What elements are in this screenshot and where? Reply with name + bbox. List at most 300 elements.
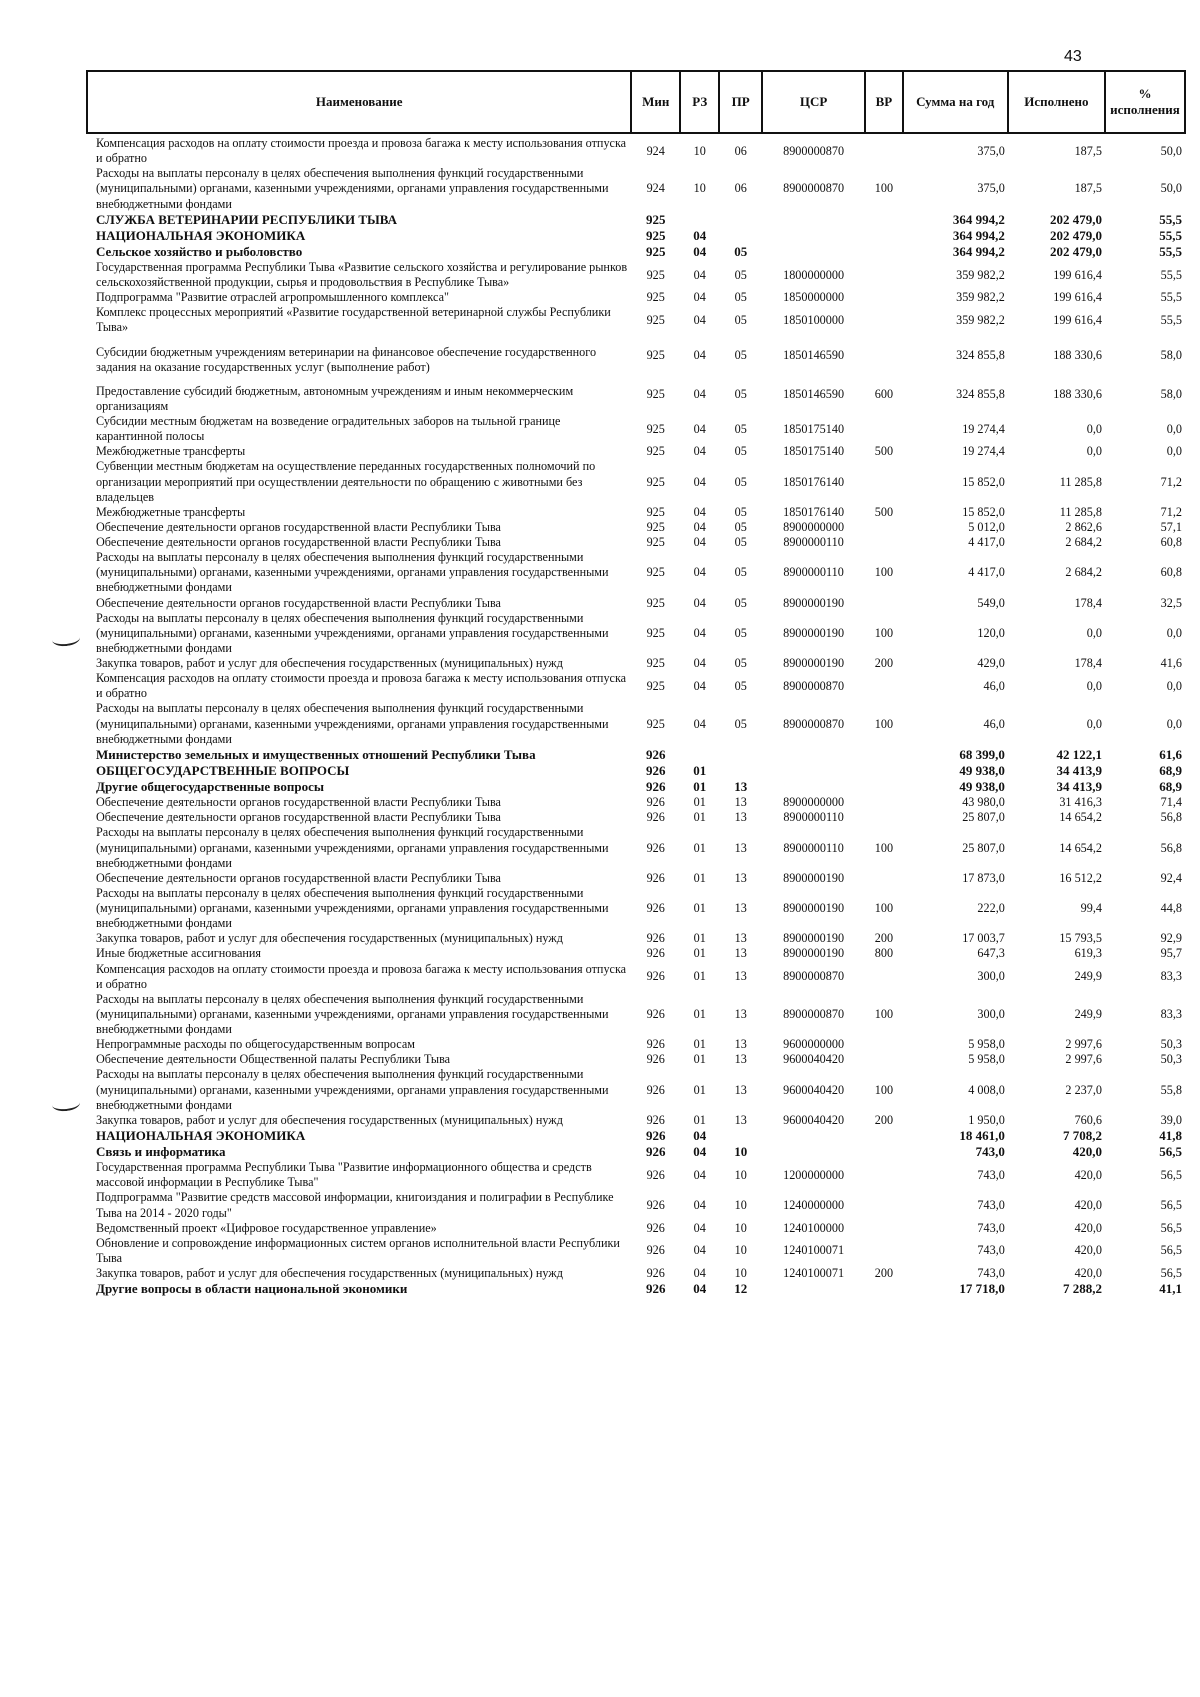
row-done: 15 793,5 — [1059, 931, 1102, 946]
row-vr: 100 — [874, 1082, 894, 1097]
row-csr — [762, 212, 865, 228]
row-csr: 8900000110 — [783, 810, 844, 825]
row-csr — [762, 1128, 865, 1144]
row-sum: 743,0 — [975, 1144, 1005, 1160]
row-done: 202 479,0 — [1049, 211, 1102, 227]
row-min: 926 — [645, 779, 666, 795]
header-sum: Сумма на год — [903, 71, 1008, 133]
row-csr: 1850146590 — [783, 347, 845, 362]
row-min: 926 — [646, 1112, 665, 1127]
row-pr — [719, 1128, 762, 1144]
row-csr: 1850176140 — [783, 504, 845, 519]
row-rz: 04 — [693, 421, 706, 436]
table-row — [87, 290, 1185, 305]
row-vr: 100 — [874, 565, 894, 580]
row-pct: 0,0 — [1166, 444, 1182, 459]
row-pct: 44,8 — [1160, 901, 1182, 916]
row-pr: 05 — [734, 243, 748, 259]
row-done: 14 654,2 — [1059, 810, 1102, 825]
row-pct: 41,1 — [1159, 1281, 1182, 1297]
row-rz: 04 — [693, 519, 706, 534]
row-csr: 1240100071 — [783, 1266, 845, 1280]
row-sum: 222,0 — [977, 901, 1005, 916]
row-vr — [865, 305, 902, 335]
row-pct: 56,8 — [1160, 840, 1182, 855]
row-done: 11 285,8 — [1059, 504, 1102, 519]
row-vr — [865, 459, 902, 504]
row-pr: 13 — [734, 795, 747, 810]
row-name: Другие вопросы в области национальной экономики — [96, 1281, 408, 1297]
row-sum: 5 958,0 — [968, 1052, 1005, 1067]
table-row — [87, 795, 1185, 810]
row-pr: 05 — [734, 535, 747, 550]
row-done: 199 616,4 — [1053, 290, 1102, 305]
row-sum: 375,0 — [977, 143, 1005, 158]
table-row — [87, 825, 1185, 870]
row-pct: 50,3 — [1160, 1037, 1182, 1052]
row-min: 926 — [646, 931, 665, 946]
table-row — [87, 1052, 1185, 1067]
row-sum: 300,0 — [977, 969, 1005, 984]
row-rz: 04 — [693, 1144, 707, 1160]
row-vr — [865, 795, 902, 810]
row-sum: 4 417,0 — [968, 535, 1005, 550]
row-name: Компенсация расходов на оплату стоимости проезда и провоза багажа к месту использования отпуска и обратно — [96, 671, 627, 701]
row-min: 926 — [646, 946, 665, 961]
row-vr: 800 — [874, 946, 894, 961]
row-min: 925 — [645, 211, 666, 227]
row-name: Компенсация расходов на оплату стоимости проезда и провоза багажа к месту использования отпуска и обратно — [96, 961, 627, 991]
row-done: 2 997,6 — [1065, 1037, 1102, 1052]
row-done: 199 616,4 — [1053, 312, 1102, 327]
row-sum: 324 855,8 — [956, 347, 1005, 362]
row-rz: 04 — [693, 267, 706, 282]
row-sum: 743,0 — [977, 1243, 1005, 1258]
table-row — [87, 336, 1185, 375]
row-min: 926 — [646, 870, 665, 885]
row-sum: 17 003,7 — [962, 931, 1005, 946]
row-name: Расходы на выплаты персоналу в целях обеспечения выполнения функций государственными (муниципальными) органами, казенными учреждениями, органами управления государственными внебюджетными фондами — [96, 166, 609, 211]
row-pr: 05 — [734, 290, 747, 305]
row-pct: 68,9 — [1159, 779, 1182, 795]
row-done: 199 616,4 — [1053, 267, 1102, 282]
row-min: 925 — [646, 444, 665, 459]
row-csr: 8900000190 — [783, 901, 845, 916]
row-name: Ведомственный проект «Цифровое государственное управление» — [96, 1220, 437, 1235]
row-rz: 04 — [693, 243, 707, 259]
table-row — [87, 133, 1185, 166]
row-sum: 15 852,0 — [962, 474, 1005, 489]
row-vr — [865, 596, 902, 611]
table-row — [87, 305, 1185, 335]
row-done: 187,5 — [1074, 143, 1102, 158]
row-name: Закупка товаров, работ и услуг для обеспечения государственных (муниципальных) нужд — [96, 656, 563, 671]
row-done: 99,4 — [1080, 901, 1102, 916]
row-name: Расходы на выплаты персоналу в целях обеспечения выполнения функций государственными (муниципальными) органами, казенными учреждениями, органами управления государственными внебюджетными фондами — [96, 701, 609, 746]
row-vr — [865, 228, 902, 244]
budget-execution-table — [86, 70, 1186, 1297]
row-name: Министерство земельных и имущественных отношений Республики Тыва — [96, 746, 536, 762]
row-pr: 10 — [734, 1243, 747, 1258]
table-row — [87, 444, 1185, 459]
row-rz: 04 — [693, 312, 706, 327]
row-pct: 71,4 — [1160, 795, 1182, 810]
row-pct: 60,8 — [1160, 535, 1182, 550]
table-row — [87, 701, 1185, 746]
row-vr — [865, 336, 902, 375]
row-min: 924 — [646, 181, 665, 196]
row-sum: 120,0 — [977, 625, 1005, 640]
row-sum: 43 980,0 — [962, 795, 1005, 810]
row-name: Закупка товаров, работ и услуг для обеспечения государственных (муниципальных) нужд — [96, 931, 563, 946]
row-rz: 01 — [693, 901, 706, 916]
row-csr — [762, 779, 865, 795]
row-vr — [865, 747, 902, 763]
row-done: 188 330,6 — [1053, 386, 1102, 401]
row-pct: 55,5 — [1160, 267, 1182, 282]
row-min: 925 — [646, 504, 665, 519]
row-csr: 8900000870 — [783, 181, 845, 196]
row-pr: 05 — [734, 504, 747, 519]
row-rz: 04 — [693, 678, 706, 693]
row-csr: 8900000190 — [783, 656, 845, 671]
row-pct: 50,0 — [1160, 143, 1182, 158]
row-name: Межбюджетные трансферты — [96, 444, 246, 459]
row-done: 420,0 — [1074, 1266, 1102, 1280]
row-csr: 8900000190 — [783, 870, 845, 885]
row-min: 926 — [646, 795, 665, 810]
row-sum: 19 274,4 — [962, 421, 1005, 436]
row-sum: 25 807,0 — [962, 810, 1005, 825]
row-min: 926 — [646, 1006, 665, 1021]
table-row — [87, 166, 1185, 211]
table-row — [87, 1221, 1185, 1236]
row-pr: 13 — [734, 901, 747, 916]
row-csr: 1850146590 — [783, 386, 845, 401]
row-csr: 8900000110 — [783, 840, 844, 855]
row-min: 925 — [646, 535, 665, 550]
row-pr — [719, 747, 762, 763]
row-pct: 0,0 — [1166, 716, 1182, 731]
row-vr — [865, 244, 902, 260]
row-min: 926 — [645, 1281, 666, 1297]
row-done: 249,9 — [1074, 1006, 1102, 1021]
row-pr: 10 — [734, 1144, 748, 1160]
header-done: Исполнено — [1008, 71, 1105, 133]
row-min: 926 — [646, 1220, 665, 1235]
table-row — [87, 611, 1185, 656]
row-rz: 04 — [693, 625, 706, 640]
row-csr: 8900000870 — [783, 678, 845, 693]
row-vr: 100 — [874, 1006, 894, 1021]
row-vr: 100 — [874, 840, 894, 855]
row-pr: 05 — [734, 656, 747, 671]
row-sum: 364 994,2 — [952, 227, 1005, 243]
row-done: 619,3 — [1074, 946, 1102, 961]
row-pct: 60,8 — [1160, 565, 1182, 580]
row-name: Расходы на выплаты персоналу в целях обеспечения выполнения функций государственными (муниципальными) органами, казенными учреждениями, органами управления государственными внебюджетными фондами — [96, 885, 609, 931]
margin-pencil-mark — [51, 1096, 80, 1113]
row-name: Сельское хозяйство и рыболовство — [96, 243, 303, 259]
row-min: 925 — [646, 290, 665, 305]
table-row — [87, 1128, 1185, 1144]
row-name: Комплекс процессных мероприятий «Развитие государственной ветеринарной службы Республики Тыва» — [96, 305, 611, 335]
row-pr: 13 — [734, 1037, 747, 1052]
row-min: 925 — [646, 386, 665, 401]
row-min: 926 — [646, 901, 665, 916]
row-pct: 92,4 — [1160, 870, 1182, 885]
row-done: 178,4 — [1074, 595, 1102, 610]
header-csr: ЦСР — [762, 71, 865, 133]
row-vr — [865, 1160, 902, 1190]
row-sum: 364 994,2 — [952, 211, 1005, 227]
row-name: ОБЩЕГОСУДАРСТВЕННЫЕ ВОПРОСЫ — [96, 762, 350, 778]
row-min: 925 — [646, 474, 665, 489]
row-name: Закупка товаров, работ и услуг для обеспечения государственных (муниципальных) нужд — [96, 1266, 563, 1280]
row-sum: 743,0 — [977, 1197, 1005, 1212]
row-csr: 8900000110 — [783, 565, 844, 580]
row-vr — [865, 212, 902, 228]
row-pct: 0,0 — [1166, 421, 1182, 436]
row-rz: 04 — [693, 1281, 707, 1297]
row-vr — [865, 1221, 902, 1236]
row-vr: 600 — [874, 386, 894, 401]
row-rz: 04 — [693, 535, 706, 550]
row-name: Обновление и сопровождение информационных систем органов исполнительной власти Республики Тыва — [96, 1235, 620, 1265]
row-name: Обеспечение деятельности органов государственной власти Республики Тыва — [96, 810, 501, 825]
row-name: Расходы на выплаты персоналу в целях обеспечения выполнения функций государственными (муниципальными) органами, казенными учреждениями, органами управления государственными внебюджетными фондами — [96, 610, 609, 655]
row-csr: 1850000000 — [783, 290, 845, 305]
row-pr: 10 — [734, 1266, 747, 1280]
row-vr: 500 — [874, 444, 894, 459]
row-done: 0,0 — [1086, 678, 1102, 693]
row-pr: 06 — [734, 143, 747, 158]
row-sum: 359 982,2 — [956, 267, 1005, 282]
row-min: 925 — [646, 595, 665, 610]
row-rz: 04 — [693, 444, 706, 459]
table-row — [87, 1144, 1185, 1160]
row-done: 0,0 — [1086, 625, 1102, 640]
margin-pencil-mark — [51, 631, 80, 648]
row-rz: 01 — [693, 946, 706, 961]
row-vr — [865, 290, 902, 305]
row-name: Обеспечение деятельности органов государственной власти Республики Тыва — [96, 535, 501, 550]
row-pr: 05 — [734, 678, 747, 693]
row-vr — [865, 1052, 902, 1067]
row-rz: 04 — [693, 474, 706, 489]
table-row — [87, 459, 1185, 504]
table-row — [87, 520, 1185, 535]
row-pct: 58,0 — [1160, 347, 1182, 362]
row-vr: 100 — [874, 181, 894, 196]
table-row — [87, 946, 1185, 961]
row-pct: 56,8 — [1160, 810, 1182, 825]
row-pct: 50,3 — [1160, 1052, 1182, 1067]
row-sum: 359 982,2 — [956, 312, 1005, 327]
row-sum: 364 994,2 — [952, 243, 1005, 259]
row-done: 42 122,1 — [1056, 746, 1102, 762]
row-csr — [762, 244, 865, 260]
row-name: НАЦИОНАЛЬНАЯ ЭКОНОМИКА — [96, 1127, 306, 1143]
row-csr: 8900000870 — [783, 969, 845, 984]
row-done: 2 684,2 — [1065, 535, 1102, 550]
row-name: Обеспечение деятельности органов государственной власти Республики Тыва — [96, 870, 501, 885]
row-vr — [865, 1144, 902, 1160]
row-vr: 200 — [874, 931, 894, 946]
row-rz: 01 — [693, 1037, 706, 1052]
row-csr: 8900000870 — [783, 1006, 845, 1021]
table-row — [87, 1067, 1185, 1112]
row-pr: 10 — [734, 1167, 747, 1182]
row-pr: 13 — [734, 1112, 747, 1127]
table-row — [87, 810, 1185, 825]
row-rz: 04 — [693, 1220, 706, 1235]
row-pr: 05 — [734, 386, 747, 401]
table-row — [87, 1266, 1185, 1281]
row-name: Обеспечение деятельности органов государственной власти Республики Тыва — [96, 795, 501, 810]
row-pr: 05 — [734, 267, 747, 282]
row-min: 926 — [646, 969, 665, 984]
row-name: Субсидии бюджетным учреждениям ветеринарии на финансовое обеспечение государственного задания на оказание государственных услуг (выполнение работ) — [96, 344, 597, 374]
row-csr: 9600000000 — [783, 1037, 845, 1052]
row-vr — [865, 1236, 902, 1266]
row-pr — [719, 212, 762, 228]
row-pct: 50,0 — [1160, 181, 1182, 196]
row-rz: 10 — [693, 143, 706, 158]
row-vr — [865, 1037, 902, 1052]
row-done: 420,0 — [1074, 1197, 1102, 1212]
row-vr: 200 — [874, 656, 894, 671]
row-vr: 100 — [874, 716, 894, 731]
row-rz: 04 — [693, 386, 706, 401]
row-pr: 13 — [734, 931, 747, 946]
row-done: 760,6 — [1074, 1112, 1102, 1127]
row-sum: 375,0 — [977, 181, 1005, 196]
row-name: Другие общегосударственные вопросы — [96, 779, 324, 795]
row-pr: 05 — [734, 565, 747, 580]
row-min: 926 — [645, 746, 666, 762]
row-sum: 25 807,0 — [962, 840, 1005, 855]
table-row — [87, 228, 1185, 244]
row-done: 187,5 — [1074, 181, 1102, 196]
row-min: 926 — [645, 1144, 666, 1160]
row-done: 0,0 — [1086, 444, 1102, 459]
row-name: Субвенции местным бюджетам на осуществление переданных государственных полномочий по организации мероприятий при осуществлении деятельности по обращению с животными без владельцев — [96, 459, 596, 504]
row-csr: 8900000000 — [783, 519, 845, 534]
table-row — [87, 375, 1185, 414]
row-name: Государственная программа Республики Тыва «Развитие сельского хозяйства и регулирование рынков сельскохозяйственной продукции, сырья и продовольствия в Республике Тыва» — [96, 259, 628, 290]
row-vr — [865, 1128, 902, 1144]
row-rz: 01 — [693, 870, 706, 885]
row-min: 925 — [646, 565, 665, 580]
row-pct: 32,5 — [1160, 595, 1182, 610]
row-pct: 55,5 — [1159, 227, 1182, 243]
row-vr — [865, 414, 902, 444]
row-vr — [865, 260, 902, 290]
row-min: 924 — [646, 143, 665, 158]
row-name: Подпрограмма "Развитие отраслей агропромышленного комплекса" — [96, 290, 449, 305]
row-vr — [865, 810, 902, 825]
row-pct: 55,8 — [1160, 1082, 1182, 1097]
row-rz: 04 — [693, 1167, 706, 1182]
row-min: 925 — [646, 312, 665, 327]
row-name: Расходы на выплаты персоналу в целях обеспечения выполнения функций государственными (муниципальными) органами, казенными учреждениями, органами управления государственными внебюджетными фондами — [96, 991, 609, 1037]
row-name: Государственная программа Республики Тыва "Развитие информационного общества и средств массовой информации в Республике Тыва" — [96, 1160, 592, 1190]
row-csr: 1800000000 — [783, 267, 845, 282]
row-rz: 01 — [693, 969, 706, 984]
row-done: 7 708,2 — [1062, 1127, 1102, 1143]
row-name: Предоставление субсидий бюджетным, автономным учреждениям и иным некоммерческим организациям — [96, 383, 574, 413]
row-pct: 41,6 — [1160, 656, 1182, 671]
row-vr: 200 — [874, 1112, 894, 1127]
table-row — [87, 962, 1185, 992]
row-pct: 71,2 — [1160, 504, 1182, 519]
row-rz: 04 — [693, 347, 706, 362]
row-sum: 429,0 — [977, 656, 1005, 671]
row-pr: 05 — [734, 474, 747, 489]
row-csr: 8900000110 — [783, 535, 844, 550]
table-row — [87, 596, 1185, 611]
row-pct: 55,5 — [1159, 211, 1182, 227]
row-pr: 05 — [734, 595, 747, 610]
row-min: 925 — [645, 227, 666, 243]
table-row — [87, 1190, 1185, 1220]
row-sum: 68 399,0 — [959, 746, 1005, 762]
row-rz: 04 — [693, 656, 706, 671]
row-vr — [865, 520, 902, 535]
row-name: Обеспечение деятельности органов государственной власти Республики Тыва — [96, 519, 501, 534]
row-pct: 92,9 — [1160, 931, 1182, 946]
row-pct: 95,7 — [1160, 946, 1182, 961]
row-rz: 01 — [693, 810, 706, 825]
row-name: Субсидии местным бюджетам на возведение оградительных заборов на тыльной границе карантинной полосы — [96, 414, 561, 444]
row-csr: 8900000870 — [783, 143, 845, 158]
row-rz: 01 — [693, 840, 706, 855]
row-sum: 300,0 — [977, 1006, 1005, 1021]
row-sum: 359 982,2 — [956, 290, 1005, 305]
row-name: Непрограммные расходы по общегосударственным вопросам — [96, 1037, 415, 1052]
row-done: 420,0 — [1074, 1167, 1102, 1182]
row-pr: 05 — [734, 421, 747, 436]
row-pr: 13 — [734, 969, 747, 984]
row-pr — [719, 763, 762, 779]
row-done: 14 654,2 — [1059, 840, 1102, 855]
row-csr: 9600040420 — [783, 1112, 845, 1127]
row-name: Подпрограмма "Развитие средств массовой информации, книгоиздания и полиграфии в Республике Тыва на 2014 - 2020 годы" — [96, 1190, 614, 1220]
row-name: СЛУЖБА ВЕТЕРИНАРИИ РЕСПУБЛИКИ ТЫВА — [96, 211, 398, 227]
row-pr: 13 — [734, 840, 747, 855]
row-pct: 55,5 — [1160, 290, 1182, 305]
table-row — [87, 1160, 1185, 1190]
row-pr: 05 — [734, 312, 747, 327]
row-pr: 13 — [734, 810, 747, 825]
row-vr — [865, 763, 902, 779]
table-row — [87, 992, 1185, 1037]
row-rz: 04 — [693, 1197, 706, 1212]
row-csr: 1850100000 — [783, 312, 845, 327]
row-pct: 56,5 — [1159, 1144, 1182, 1160]
row-rz: 01 — [693, 795, 706, 810]
row-min: 925 — [646, 421, 665, 436]
row-done: 0,0 — [1086, 421, 1102, 436]
table-row — [87, 212, 1185, 228]
row-rz: 04 — [693, 565, 706, 580]
row-name: Обеспечение деятельности Общественной палаты Республики Тыва — [96, 1052, 451, 1067]
row-csr: 9600040420 — [783, 1052, 845, 1067]
row-pct: 39,0 — [1160, 1112, 1182, 1127]
row-min: 926 — [646, 840, 665, 855]
row-vr: 200 — [874, 1266, 894, 1280]
